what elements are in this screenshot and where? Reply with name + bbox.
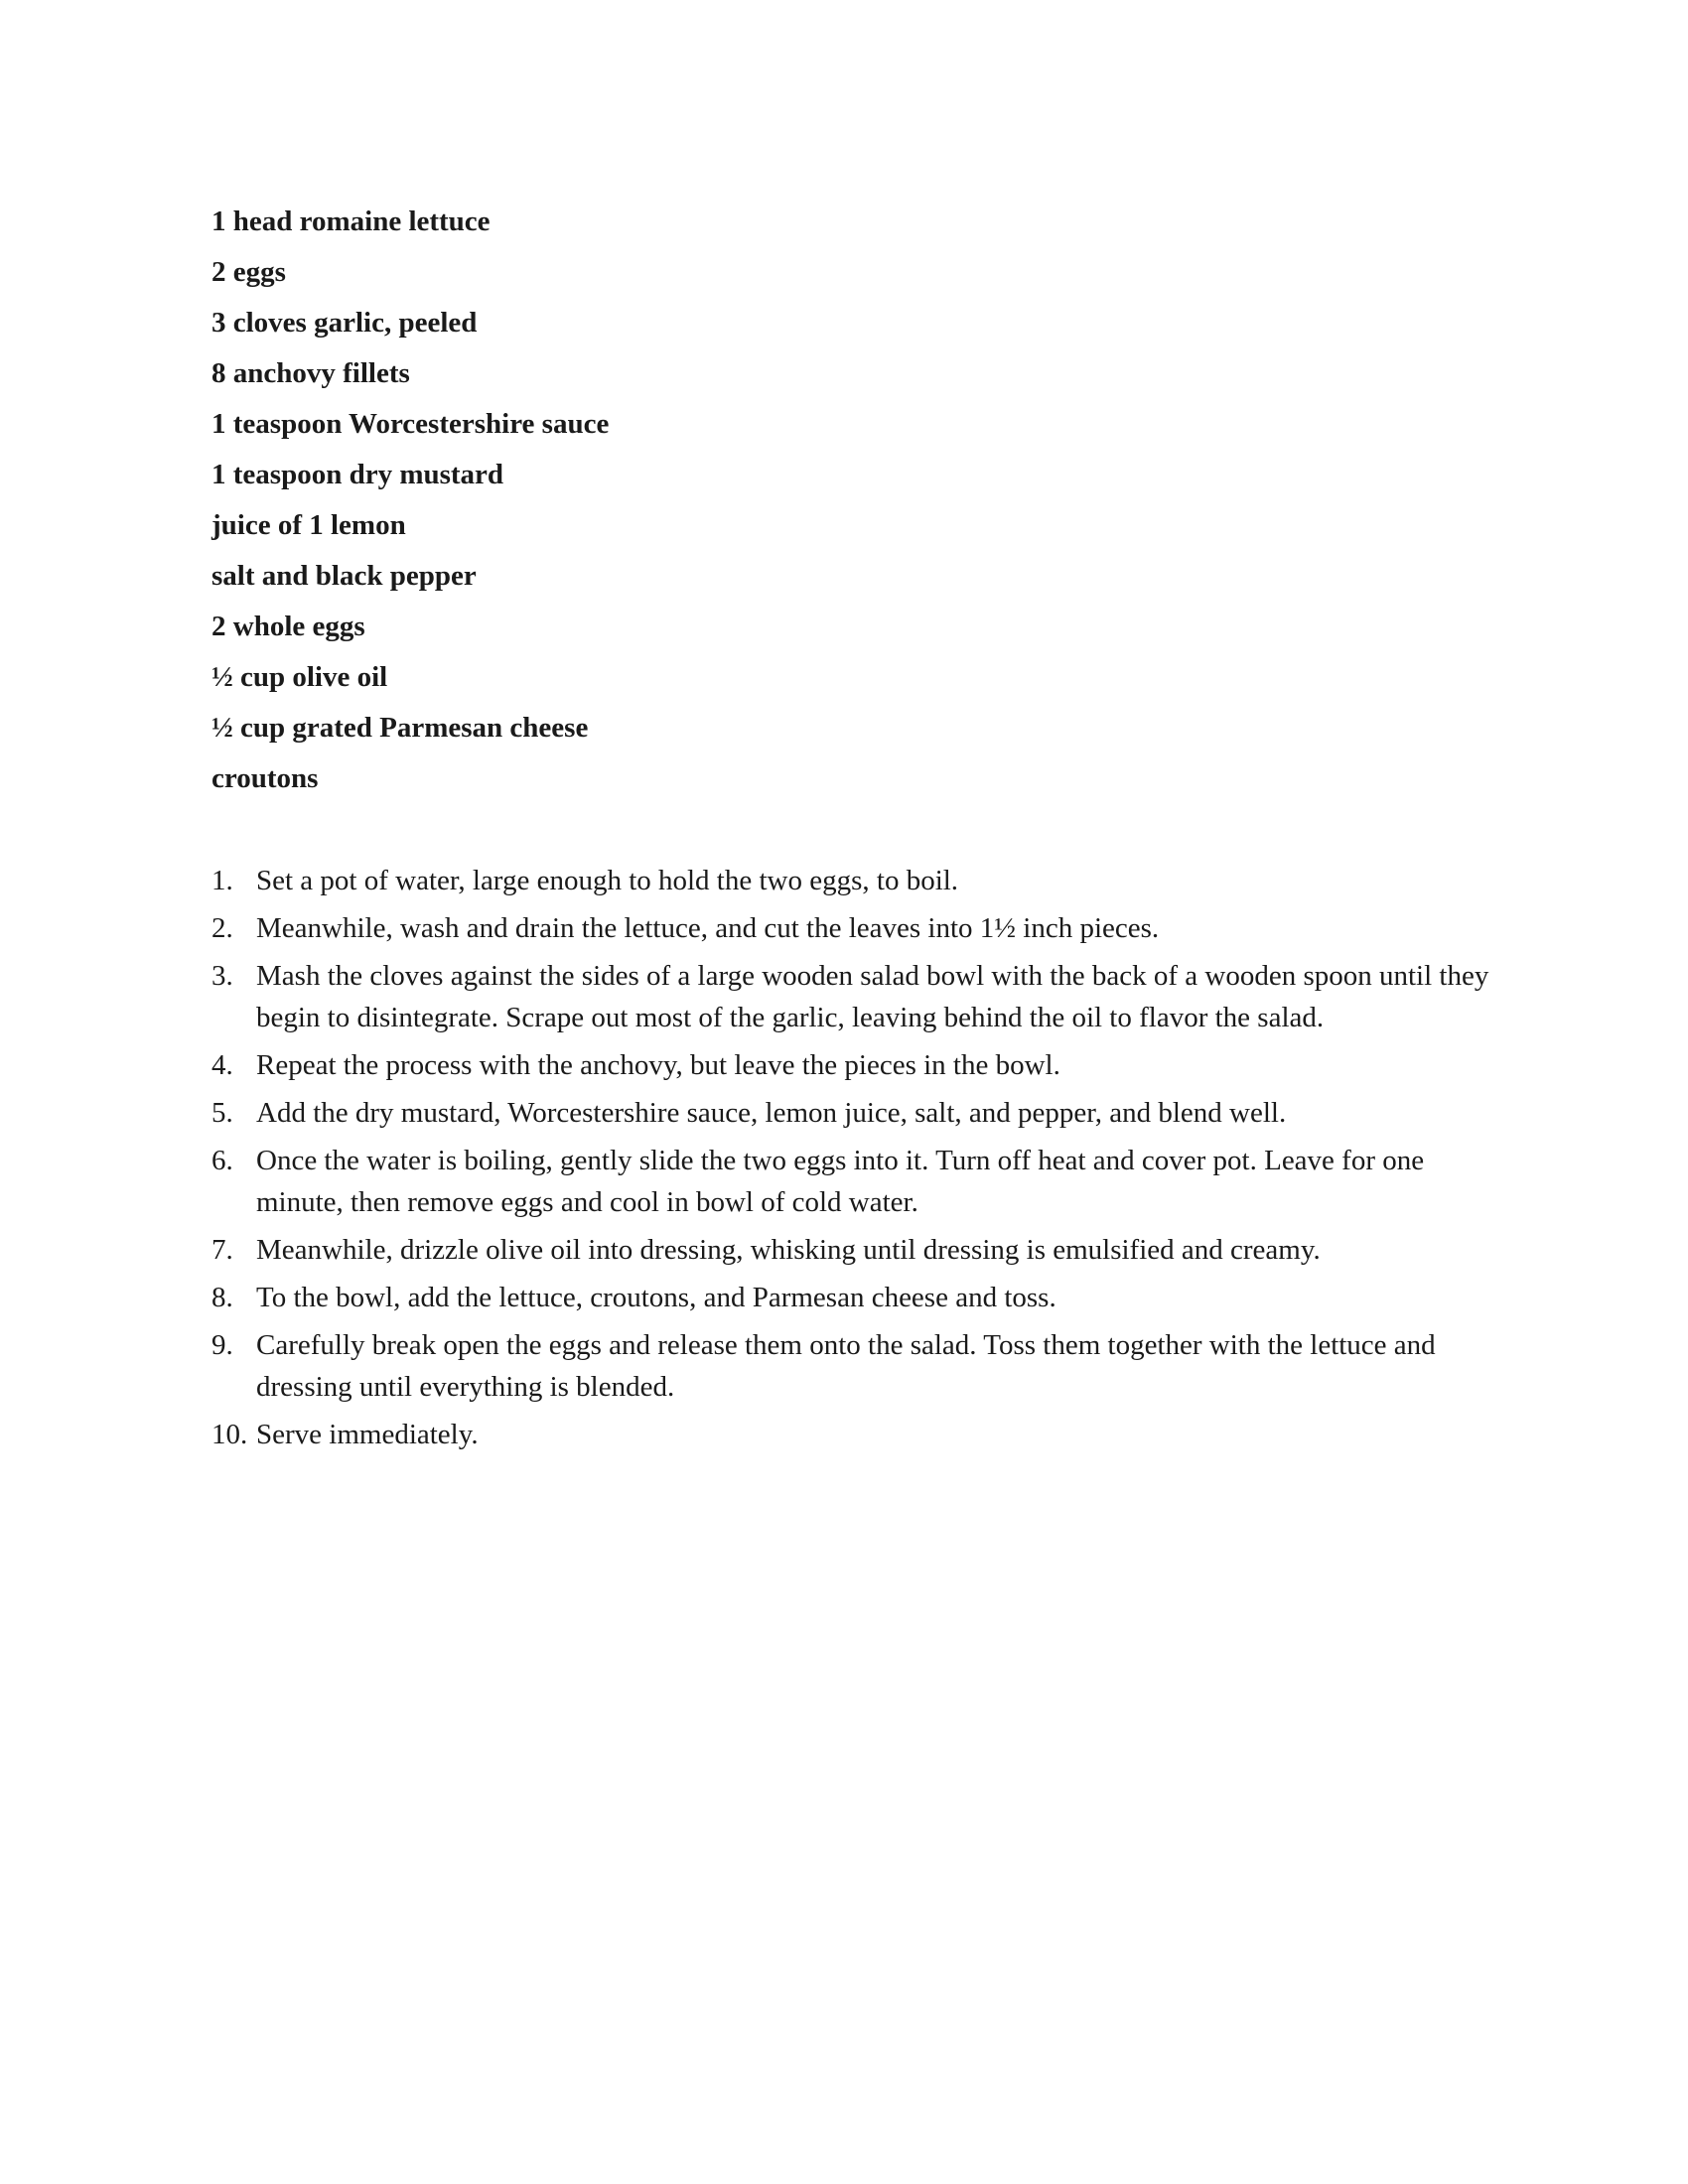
instruction-step xyxy=(211,1140,1502,1223)
instruction-step xyxy=(211,1229,1502,1271)
step-text: Mash the cloves against the sides of a large wooden salad bowl with the back of a wooden spoon until they begin to disintegrate. Scrape out most of the garlic, leaving behind the oil to flavor the salad. xyxy=(256,960,1489,1033)
step-text: Serve immediately. xyxy=(256,1419,479,1450)
ingredient-item: ½ cup grated Parmesan cheese xyxy=(211,712,589,744)
step-text: Meanwhile, wash and drain the lettuce, and cut the leaves into 1½ inch pieces. xyxy=(256,912,1160,944)
instruction-step xyxy=(211,907,1502,949)
step-number: 4. xyxy=(211,1049,233,1081)
ingredient-list xyxy=(211,197,1204,804)
instruction-step xyxy=(211,1414,1502,1455)
instruction-step xyxy=(211,1324,1502,1408)
step-number: 1. xyxy=(211,865,233,896)
step-number: 10. xyxy=(211,1419,248,1450)
step-text: Set a pot of water, large enough to hold the two eggs, to boil. xyxy=(256,865,959,896)
step-number: 7. xyxy=(211,1234,233,1266)
step-text: To the bowl, add the lettuce, croutons, and Parmesan cheese and toss. xyxy=(256,1282,1056,1313)
step-number: 3. xyxy=(211,960,233,992)
ingredient-item: 1 teaspoon dry mustard xyxy=(211,459,504,490)
ingredient-item: salt and black pepper xyxy=(211,560,477,592)
step-number: 8. xyxy=(211,1282,233,1313)
step-text: Once the water is boiling, gently slide the two eggs into it. Turn off heat and cover pot. Leave for one minute, then remove eggs and cool in bowl of cold water. xyxy=(256,1145,1425,1218)
step-number: 5. xyxy=(211,1097,233,1129)
instruction-list xyxy=(211,860,1502,1461)
step-text: Add the dry mustard, Worcestershire sauce, lemon juice, salt, and pepper, and blend well. xyxy=(256,1097,1287,1129)
ingredient-item: 2 whole eggs xyxy=(211,611,365,642)
step-text: Meanwhile, drizzle olive oil into dressing, whisking until dressing is emulsified and creamy. xyxy=(256,1234,1321,1266)
instruction-step xyxy=(211,955,1502,1038)
ingredient-item: 3 cloves garlic, peeled xyxy=(211,307,478,339)
ingredient-item: 8 anchovy fillets xyxy=(211,357,410,389)
step-text: Repeat the process with the anchovy, but leave the pieces in the bowl. xyxy=(256,1049,1060,1081)
ingredient-item: juice of 1 lemon xyxy=(211,509,406,541)
ingredient-item: croutons xyxy=(211,762,319,794)
instruction-step xyxy=(211,1044,1502,1086)
ingredient-item: 2 eggs xyxy=(211,256,286,288)
step-number: 9. xyxy=(211,1329,233,1361)
step-text: Carefully break open the eggs and release them onto the salad. Toss them together with the lettuce and dressing until everything is blended. xyxy=(256,1329,1436,1403)
ingredient-item: ½ cup olive oil xyxy=(211,661,388,693)
instruction-step xyxy=(211,860,1502,901)
instruction-step xyxy=(211,1092,1502,1134)
instruction-step xyxy=(211,1277,1502,1318)
step-number: 2. xyxy=(211,912,233,944)
ingredient-item: 1 head romaine lettuce xyxy=(211,205,491,237)
step-number: 6. xyxy=(211,1145,233,1176)
ingredient-item: 1 teaspoon Worcestershire sauce xyxy=(211,408,610,440)
